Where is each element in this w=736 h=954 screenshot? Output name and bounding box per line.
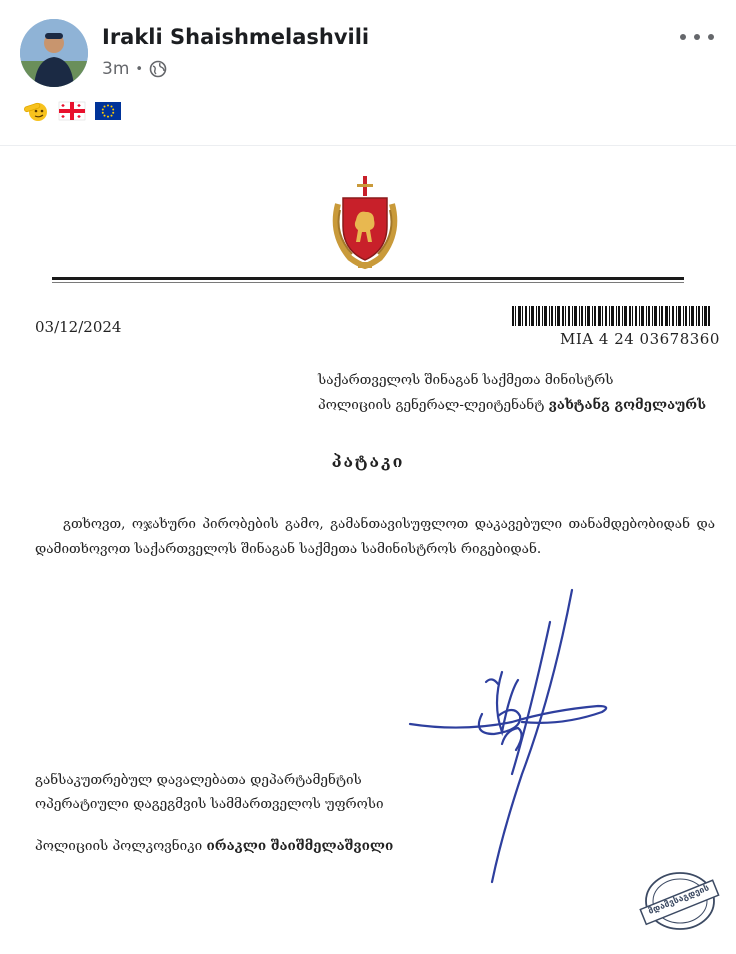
recipient-block: [318, 368, 706, 418]
stamp-label: მდამვსაგდეის: [647, 883, 711, 917]
avatar[interactable]: [20, 19, 88, 87]
handwritten-signature-icon: [402, 584, 632, 884]
post-header: [0, 0, 736, 140]
sender-line-3: [35, 838, 393, 854]
recipient-rank: პოლიციის გენერალ-ლეიტენანტ: [318, 397, 545, 413]
document-date: 03/12/2024: [35, 318, 122, 336]
letterhead-rule-thin: [52, 282, 684, 283]
sender-name: ირაკლი შაიშმელაშვილი: [206, 838, 394, 854]
georgia-flag-emoji: [58, 100, 86, 122]
separator-dot: •: [135, 61, 144, 77]
sender-line-2: ოპერატიული დაგეგმვის სამმართველოს უფროსი: [35, 796, 384, 812]
document-title: პატაკი: [331, 452, 405, 471]
recipient-line-2: [318, 393, 706, 418]
sender-line-1: განსაკუთრებულ დავალებათა დეპარტამენტის: [35, 772, 362, 788]
document-number: MIA 4 24 03678360: [560, 330, 720, 348]
saluting-face-emoji: [22, 100, 50, 122]
letterhead-rule: [52, 277, 684, 280]
more-options-icon[interactable]: [680, 25, 714, 49]
post-meta: [102, 59, 167, 79]
recipient-name: ვახტანგ გომელაურს: [548, 397, 707, 413]
barcode-icon: [512, 306, 710, 326]
globe-icon[interactable]: [149, 60, 167, 78]
document-body: გთხოვთ, ოჯახური პირობების გამო, გამანთავისუფლოთ დაკავებული თანამდებობიდან და დამითხოვოთ საქართველოს შინაგან საქმეთა სამინისტროს რიგებიდან.: [35, 516, 715, 557]
eu-flag-emoji: [94, 100, 122, 122]
ministry-emblem-icon: [328, 174, 402, 272]
emoji-row: [22, 100, 122, 122]
recipient-line-1: საქართველოს შინაგან საქმეთა მინისტრს: [318, 372, 614, 388]
post-timestamp[interactable]: 3m: [102, 59, 130, 79]
author-name[interactable]: Irakli Shaishmelashvili: [102, 25, 370, 49]
attached-document[interactable]: [0, 145, 736, 945]
avatar-photo: [20, 19, 88, 87]
sender-rank: პოლიციის პოლკოვნიკი: [35, 838, 203, 854]
